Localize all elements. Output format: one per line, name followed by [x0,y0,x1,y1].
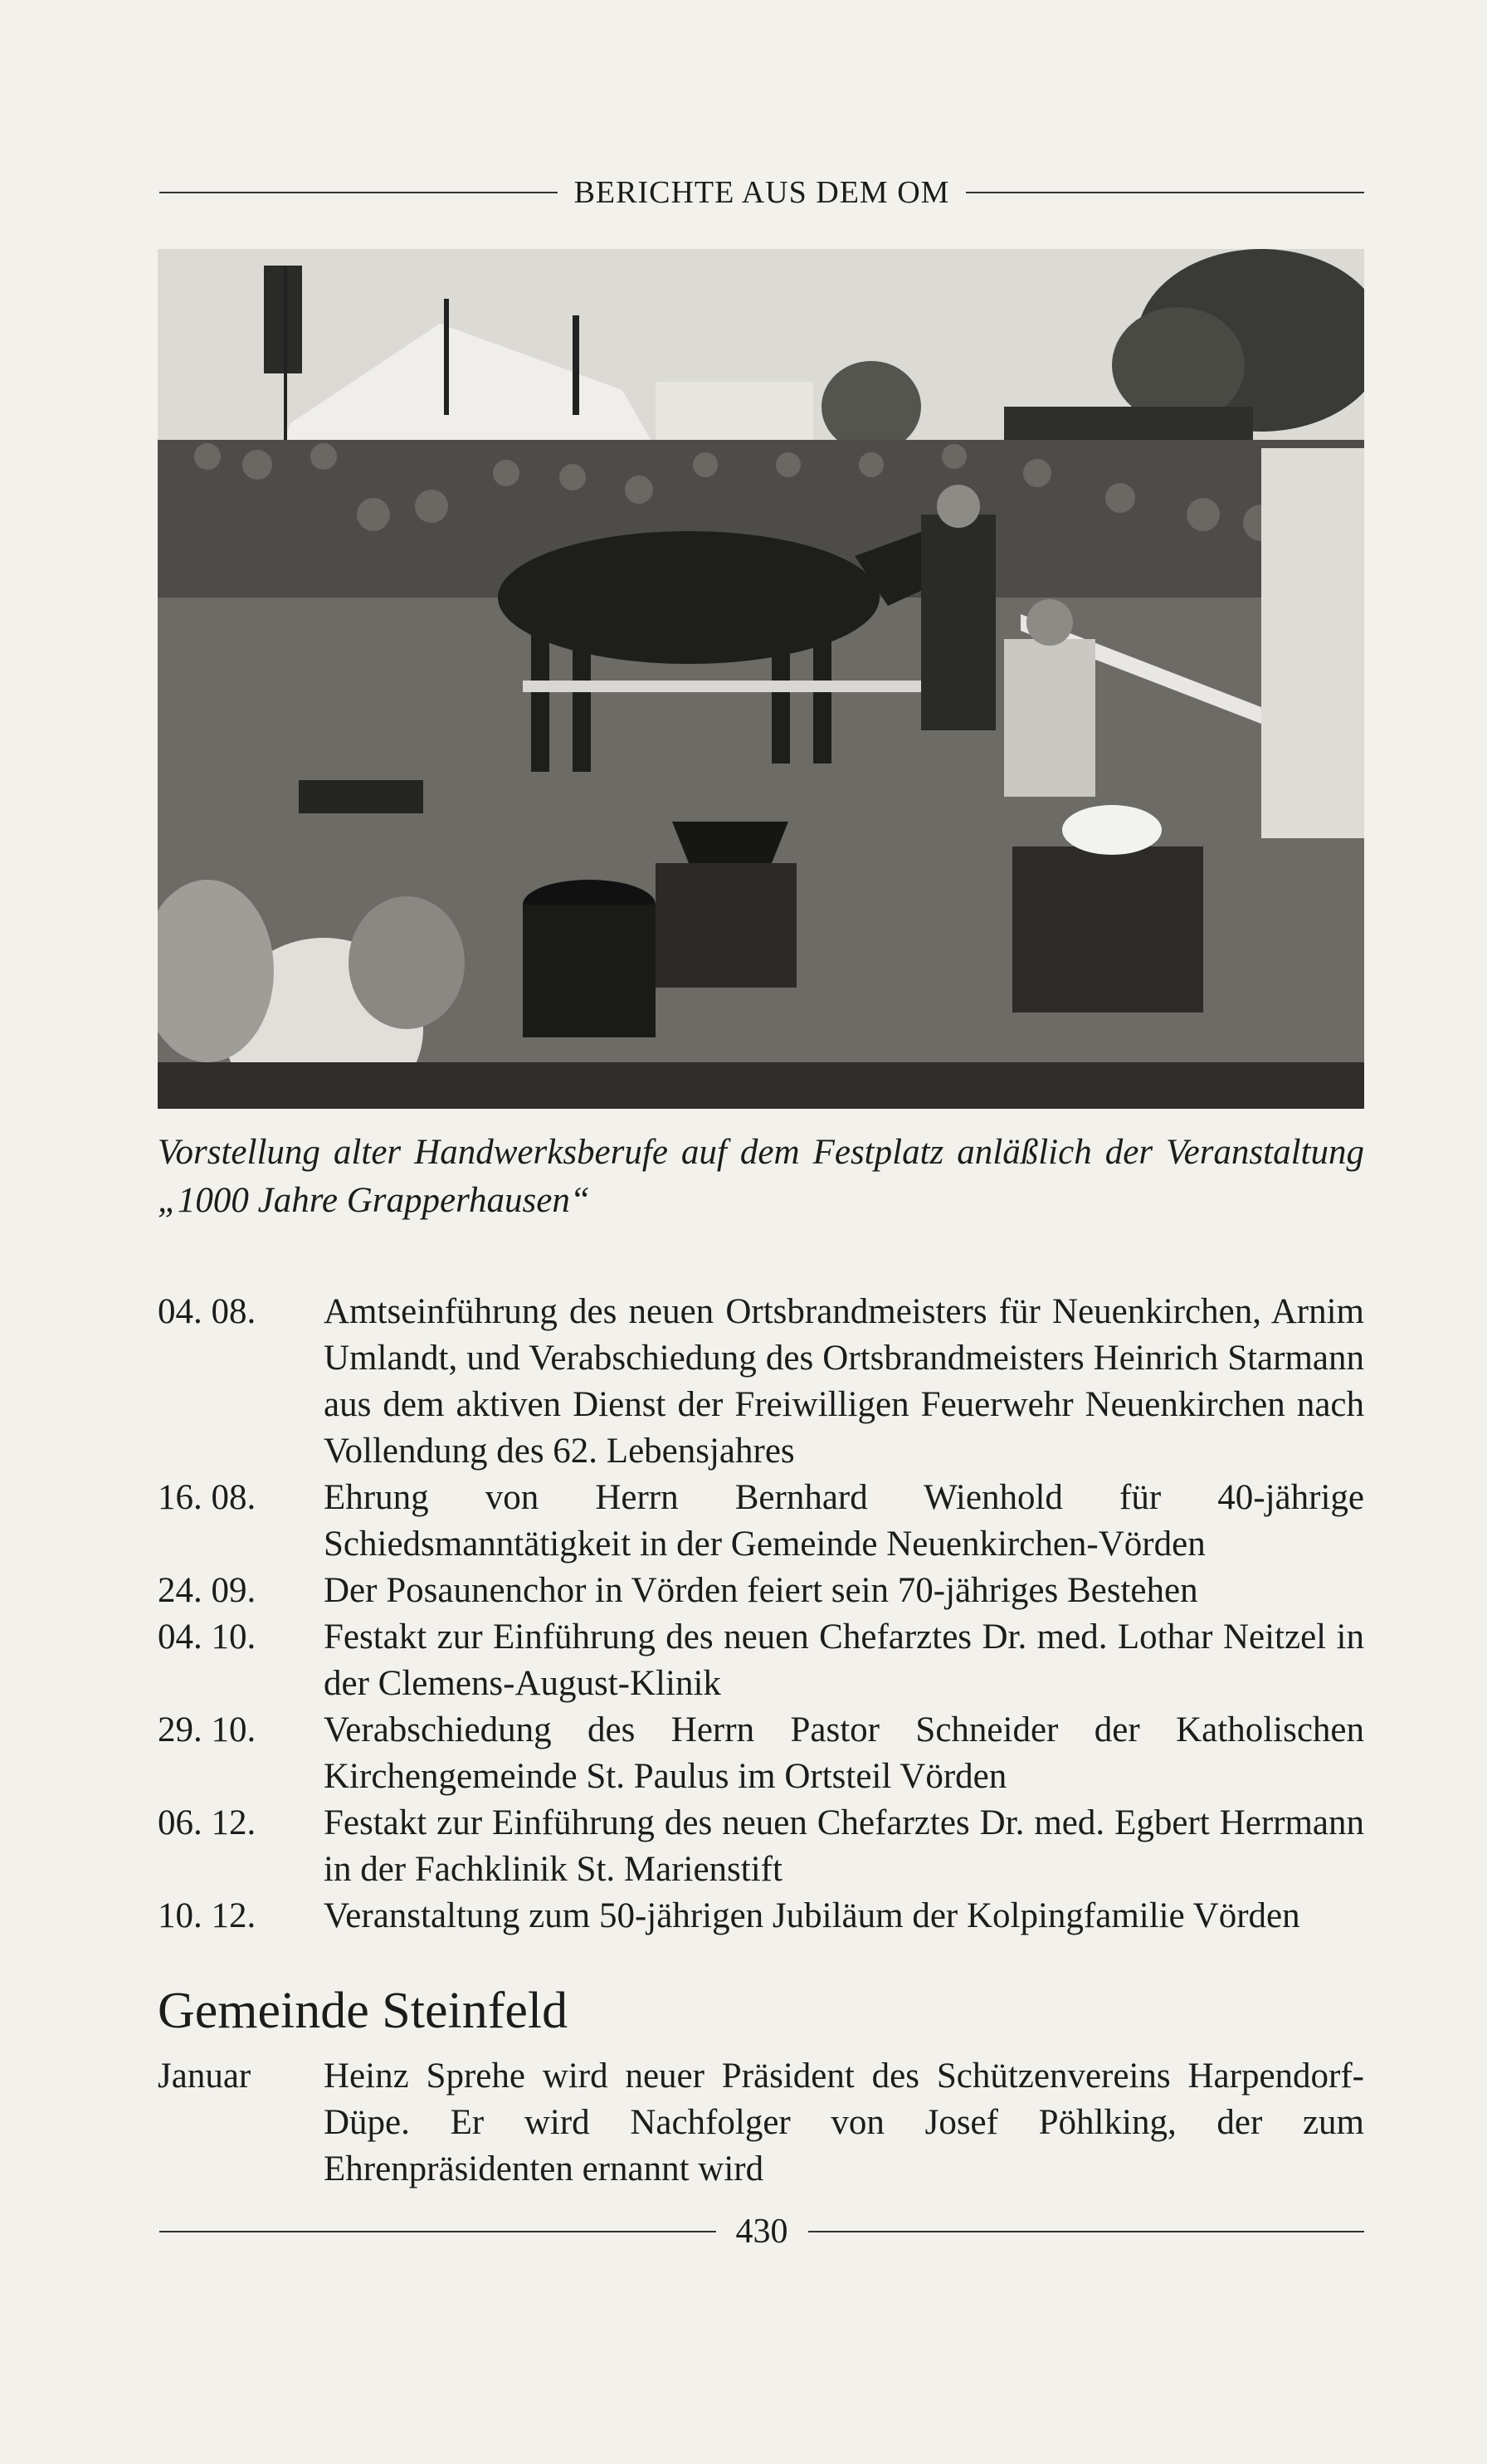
chronology-entry [158,1475,1364,1568]
page-footer [159,2212,1364,2252]
festival-photo-illustration [158,249,1364,1109]
chronology-entry [158,1614,1364,1707]
entry-text: Heinz Sprehe wird neuer Präsident des Schützenvereins Harpendorf-Düpe. Er wird Nachfolger von Josef Pöhlking, der zum Ehrenpräsidenten ernannt wird [324,2057,1364,2188]
entry-date: 10. 12. [158,1896,256,1935]
header-rule-left [159,192,558,193]
footer-rule-right [808,2231,1365,2232]
entry-text: Amtseinführung des neuen Ortsbrandmeisters für Neuenkirchen, Arnim Umlandt, und Verabschiedung des Ortsbrandmeisters Heinrich Starmann aus dem aktiven Dienst der Freiwilligen Feuerwehr Neuenkirchen nach Vollendung des 62. Lebensjahres [324,1292,1364,1471]
entry-date: 29. 10. [158,1710,256,1749]
section-chronology-list [158,2053,1364,2193]
section-heading: Gemeinde Steinfeld [158,1983,568,2039]
entry-date: 16. 08. [158,1478,256,1517]
entry-text: Festakt zur Einführung des neuen Chefarztes Dr. med. Lothar Neitzel in der Clemens-August-Klinik [324,1617,1364,1703]
header-rule-right [966,192,1364,193]
photo-caption: Vorstellung alter Handwerksberufe auf dem Festplatz anläßlich der Veranstaltung „1000 Jahre Grapperhausen“ [158,1133,1364,1220]
chronology-entry [158,1289,1364,1475]
chronology-list [158,1289,1364,1939]
entry-date: 24. 09. [158,1571,256,1610]
entry-date: 04. 10. [158,1617,256,1656]
entry-text: Veranstaltung zum 50-jährigen Jubiläum der Kolpingfamilie Vörden [324,1896,1300,1935]
chronology-entry [158,1800,1364,1893]
running-header-title: BERICHTE AUS DEM OM [573,175,950,210]
entry-date: 06. 12. [158,1803,256,1842]
entry-text: Festakt zur Einführung des neuen Chefarztes Dr. med. Egbert Herrmann in der Fachklinik St. Marienstift [324,1803,1364,1889]
chronology-entry [158,1568,1364,1614]
chronology-entry [158,1893,1364,1939]
entry-date: 04. 08. [158,1292,256,1331]
running-header [159,174,1364,211]
chronology-entry [158,1707,1364,1800]
page-number: 430 [735,2213,788,2251]
entry-text: Verabschiedung des Herrn Pastor Schneider der Katholischen Kirchengemeinde St. Paulus im Ortsteil Vörden [324,1710,1364,1796]
footer-rule-left [159,2231,716,2232]
entry-date: Januar [158,2057,251,2096]
entry-text: Der Posaunenchor in Vörden feiert sein 70-jähriges Bestehen [324,1571,1198,1610]
chronology-entry [158,2053,1364,2193]
festival-photo [158,249,1364,1109]
entry-text: Ehrung von Herrn Bernhard Wienhold für 40-jährige Schiedsmanntätigkeit in der Gemeinde Neuenkirchen-Vörden [324,1478,1364,1564]
